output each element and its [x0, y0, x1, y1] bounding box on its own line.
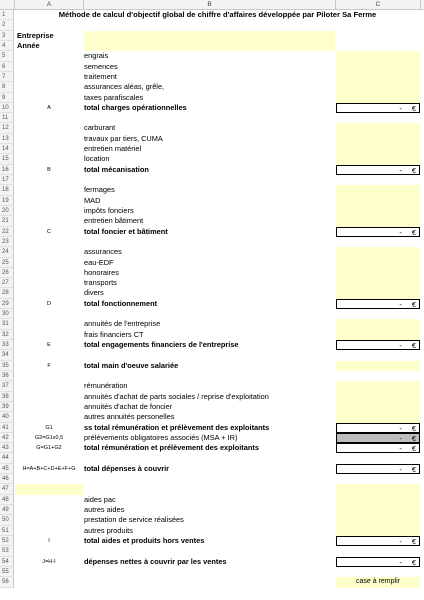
row-code [15, 515, 83, 525]
sheet-row [0, 185, 424, 195]
sheet-row [0, 113, 424, 123]
amount-input[interactable] [336, 72, 420, 82]
sheet-row [0, 526, 424, 536]
row-code: G2=G1x0,5 [34, 434, 64, 441]
row-number[interactable]: 30 [0, 309, 14, 319]
sheet-row [0, 484, 424, 494]
sheet-row [0, 340, 424, 350]
row-number[interactable]: 56 [0, 577, 14, 587]
sheet-row [0, 288, 424, 298]
sheet-row [0, 536, 424, 546]
amount-input[interactable] [336, 268, 420, 278]
row-number[interactable]: 39 [0, 402, 14, 412]
row-code: B [47, 166, 51, 173]
row-code [15, 82, 83, 92]
sheet-row [0, 134, 424, 144]
amount-input[interactable] [336, 412, 420, 422]
sheet-row [0, 330, 424, 340]
sheet-row [0, 216, 424, 226]
row-number[interactable]: 25 [0, 258, 14, 268]
total-label: total fonctionnement [84, 298, 158, 308]
row-number[interactable]: 54 [0, 557, 14, 567]
row-number[interactable]: 50 [0, 515, 14, 525]
row-label: MAD [84, 195, 101, 205]
row-code [15, 412, 83, 422]
sheet-row [0, 402, 424, 412]
sheet-row [0, 268, 424, 278]
row-label: semences [84, 61, 118, 71]
row-label: annuités d'achat de parts sociales / reprise d'exploitation [84, 391, 269, 401]
currency-symbol: € [411, 299, 416, 309]
total-label: prélèvements obligatoires associés (MSA + IR) [84, 432, 238, 442]
amount-input[interactable] [336, 288, 420, 298]
currency-symbol: € [411, 423, 416, 433]
row-number[interactable]: 33 [0, 340, 14, 350]
row-label: travaux par tiers, CUMA [84, 133, 163, 143]
row-code [15, 258, 83, 268]
sheet-rows [0, 10, 424, 588]
row-number[interactable]: 36 [0, 371, 14, 381]
amount-input[interactable] [336, 82, 420, 92]
row-number[interactable]: 21 [0, 216, 14, 226]
row-label [84, 484, 335, 494]
row-label: traitement [84, 71, 117, 81]
amount-input[interactable] [336, 319, 420, 329]
sheet-row [0, 31, 424, 41]
total-amount[interactable] [336, 103, 420, 113]
row-number[interactable]: 17 [0, 175, 14, 185]
amount-value: - [399, 299, 402, 309]
row-code: D [47, 300, 51, 307]
row-label: eau-EDF [84, 257, 114, 267]
row-code: E [47, 342, 51, 348]
currency-symbol: € [411, 103, 416, 113]
sheet-row [0, 103, 424, 113]
sheet-row [0, 505, 424, 515]
column-header-a[interactable]: A [15, 0, 84, 9]
row-code [15, 505, 83, 515]
sheet-row [0, 423, 424, 433]
row-number[interactable]: 7 [0, 72, 14, 82]
row-code [15, 72, 83, 82]
row-number[interactable]: 24 [0, 247, 14, 257]
sheet-row [0, 51, 424, 61]
row-number[interactable]: 4 [0, 41, 14, 51]
row-number[interactable]: 1 [0, 10, 14, 20]
row-label: divers [84, 288, 104, 298]
row-code [15, 330, 83, 340]
row-label: prestation de service réalisées [84, 515, 184, 525]
total-amount[interactable] [336, 299, 420, 309]
sheet-title: Méthode de calcul d'objectif global de chiffre d'affaires développée par Piloter Sa Ferme [58, 10, 377, 19]
sheet-row [0, 546, 424, 556]
row-code [15, 278, 83, 288]
row-label: entretien bâtiment [84, 216, 144, 226]
amount-input[interactable] [336, 258, 420, 268]
sheet-row [0, 20, 424, 30]
row-number[interactable]: 8 [0, 82, 14, 92]
row-number[interactable]: 53 [0, 546, 14, 556]
row-label: taxes parafiscales [84, 92, 144, 102]
total-label: total rémunération et prélèvement des exploitants [84, 443, 259, 453]
amount-value: - [399, 165, 402, 175]
row-code [15, 526, 83, 536]
row-label: carburant [84, 123, 116, 133]
row-number[interactable]: 35 [0, 361, 14, 371]
amount-input[interactable] [336, 402, 420, 412]
row-label: autres annuités personelles [84, 412, 175, 422]
sheet-row [0, 381, 424, 391]
column-header-bar [0, 0, 424, 10]
amount-input[interactable] [336, 515, 420, 525]
row-label: assurances [84, 247, 122, 257]
row-number[interactable]: 31 [0, 319, 14, 329]
amount-input[interactable] [336, 330, 420, 340]
row-number[interactable]: 20 [0, 206, 14, 216]
amount-value: - [399, 103, 402, 113]
total-label: ss total rémunération et prélèvement des exploitants [84, 422, 270, 432]
row-number[interactable]: 47 [0, 484, 14, 494]
sheet-row [0, 72, 424, 82]
amount-input[interactable] [336, 134, 420, 144]
row-code [15, 51, 83, 61]
sheet-row [0, 474, 424, 484]
amount-input[interactable] [336, 505, 420, 515]
row-code [15, 93, 83, 103]
row-number[interactable]: 51 [0, 526, 14, 536]
row-number[interactable]: 18 [0, 185, 14, 195]
sheet-row [0, 515, 424, 525]
total-label: dépenses nettes à couvrir par les ventes [84, 556, 227, 566]
row-label: fermages [84, 185, 115, 195]
total-amount[interactable] [336, 340, 420, 350]
row-label: frais financiers CT [84, 329, 144, 339]
row-code: A [47, 104, 51, 111]
row-code [15, 247, 83, 257]
row-number[interactable]: 28 [0, 288, 14, 298]
total-label: total engagements financiers de l'entreprise [84, 340, 239, 349]
amount-input[interactable] [336, 144, 420, 154]
amount-value: - [399, 341, 402, 350]
row-label: engrais [84, 51, 109, 61]
amount-value: - [399, 227, 402, 237]
select-all-corner[interactable] [0, 0, 15, 9]
amount-value: - [399, 536, 402, 546]
amount-input[interactable] [336, 62, 420, 72]
row-code [15, 123, 83, 133]
row-code: G1 [45, 424, 53, 431]
row-code [15, 154, 83, 164]
row-code: J=H-I [42, 558, 56, 565]
currency-symbol: € [411, 433, 416, 443]
sheet-row [0, 309, 424, 319]
row-code [15, 495, 83, 505]
sheet-row [0, 299, 424, 309]
sheet-row [0, 154, 424, 164]
row-label: total main d'oeuve salariée [84, 360, 179, 370]
sheet-row [0, 144, 424, 154]
amount-input[interactable] [336, 361, 420, 371]
entreprise-label: Entreprise [17, 30, 54, 40]
currency-symbol: € [411, 536, 416, 546]
row-code [15, 319, 83, 329]
sheet-row [0, 319, 424, 329]
row-code [15, 134, 83, 144]
amount-input[interactable] [336, 185, 420, 195]
row-label: entretien matériel [84, 144, 142, 154]
amount-input[interactable] [336, 123, 420, 133]
row-code: G=G1+G2 [36, 445, 62, 452]
amount-value: - [399, 433, 402, 443]
sheet-row [0, 557, 424, 567]
sheet-row [0, 10, 424, 20]
currency-symbol: € [411, 165, 416, 175]
row-label: transports [84, 278, 117, 288]
total-amount[interactable] [336, 433, 420, 443]
row-number[interactable]: 10 [0, 103, 14, 113]
row-code: F [47, 362, 51, 369]
legend-input-cell: case à remplir [336, 577, 420, 587]
sheet-row [0, 196, 424, 206]
row-code [15, 484, 83, 494]
total-label: total mécanisation [84, 164, 149, 174]
total-amount[interactable] [336, 227, 420, 237]
row-number[interactable]: 40 [0, 412, 14, 422]
sheet-row [0, 237, 424, 247]
row-number[interactable]: 26 [0, 268, 14, 278]
row-number[interactable]: 27 [0, 278, 14, 288]
row-code [15, 402, 83, 412]
sheet-row [0, 82, 424, 92]
currency-symbol: € [411, 341, 416, 350]
total-amount[interactable] [336, 423, 420, 433]
row-label: location [84, 154, 110, 164]
sheet-row [0, 433, 424, 443]
row-number[interactable]: 49 [0, 505, 14, 515]
row-code [15, 144, 83, 154]
row-number[interactable]: 16 [0, 165, 14, 175]
amount-input[interactable] [336, 484, 420, 494]
sheet-row [0, 371, 424, 381]
row-code [15, 62, 83, 72]
total-amount[interactable] [336, 557, 420, 567]
row-label: aides pac [84, 494, 116, 504]
row-number[interactable]: 55 [0, 567, 14, 577]
row-number[interactable]: 13 [0, 134, 14, 144]
total-label: total charges opérationnelles [84, 102, 187, 112]
row-code [15, 216, 83, 226]
amount-input[interactable] [336, 93, 420, 103]
row-code [15, 185, 83, 195]
currency-symbol: € [411, 557, 416, 567]
row-label: rémunération [84, 381, 128, 391]
sheet-row [0, 227, 424, 237]
row-code: I [48, 537, 50, 544]
row-code [15, 268, 83, 278]
row-number[interactable]: 15 [0, 154, 14, 164]
sheet-row [0, 392, 424, 402]
sheet-row [0, 247, 424, 257]
sheet-row [0, 62, 424, 72]
sheet-row [0, 464, 424, 474]
amount-value: - [399, 464, 402, 474]
amount-input[interactable] [336, 381, 420, 391]
amount-input[interactable] [336, 216, 420, 226]
column-header-c[interactable]: C [336, 0, 421, 9]
sheet-row [0, 175, 424, 185]
amount-input[interactable] [336, 278, 420, 288]
row-number[interactable]: 41 [0, 423, 14, 433]
sheet-row [0, 412, 424, 422]
sheet-row [0, 567, 424, 577]
row-label: impôts fonciers [84, 205, 134, 215]
sheet-row [0, 453, 424, 463]
amount-value: - [399, 423, 402, 433]
total-amount[interactable] [336, 536, 420, 546]
row-number[interactable]: 12 [0, 123, 14, 133]
row-number[interactable]: 46 [0, 474, 14, 484]
sheet-row [0, 361, 424, 371]
row-code: C [47, 228, 51, 235]
amount-input[interactable] [336, 206, 420, 216]
row-code [15, 206, 83, 216]
row-label: autres aides [84, 505, 125, 514]
annee-input[interactable] [84, 41, 335, 51]
sheet-row [0, 495, 424, 505]
row-label: annuités d'achat de foncier [84, 401, 173, 411]
row-number[interactable]: 38 [0, 392, 14, 402]
column-header-b[interactable]: B [84, 0, 336, 9]
row-number[interactable]: 44 [0, 453, 14, 463]
total-label: total foncier et bâtiment [84, 226, 168, 236]
amount-input[interactable] [336, 196, 420, 206]
amount-input[interactable] [336, 526, 420, 536]
row-label: assurances aléas, grêle, [84, 82, 165, 92]
currency-symbol: € [411, 227, 416, 237]
row-code [15, 392, 83, 402]
row-code [15, 381, 83, 391]
sheet-row [0, 278, 424, 288]
total-label: total dépenses à couvrir [84, 463, 170, 473]
amount-input[interactable] [336, 51, 420, 61]
amount-value: - [399, 557, 402, 567]
currency-symbol: € [411, 464, 416, 474]
row-label: honoraires [84, 267, 119, 277]
amount-value: - [399, 444, 402, 454]
row-number[interactable]: 19 [0, 196, 14, 206]
row-number[interactable]: 3 [0, 31, 14, 41]
row-number[interactable]: 48 [0, 495, 14, 505]
currency-symbol: € [411, 444, 416, 454]
row-number[interactable]: 14 [0, 144, 14, 154]
row-number[interactable]: 5 [0, 51, 14, 61]
sheet-row [0, 577, 424, 587]
row-number[interactable]: 6 [0, 62, 14, 72]
row-label: autres produits [84, 525, 133, 535]
row-label: annuités de l'entreprise [84, 319, 161, 329]
total-amount[interactable] [336, 464, 420, 474]
row-number[interactable]: 29 [0, 299, 14, 309]
amount-input[interactable] [336, 392, 420, 402]
entreprise-input[interactable] [84, 31, 335, 41]
amount-input[interactable] [336, 495, 420, 505]
row-code: H=A+B+C+D+E+F+G [22, 465, 76, 472]
row-number[interactable]: 11 [0, 113, 14, 123]
row-number[interactable]: 34 [0, 350, 14, 360]
amount-input[interactable] [336, 154, 420, 164]
row-number[interactable]: 37 [0, 381, 14, 391]
amount-input[interactable] [336, 247, 420, 257]
total-amount[interactable] [336, 443, 420, 453]
sheet-row [0, 123, 424, 133]
row-number[interactable]: 43 [0, 443, 14, 453]
row-code [15, 196, 83, 206]
annee-label: Année [17, 40, 40, 50]
row-number[interactable]: 23 [0, 237, 14, 247]
sheet-row [0, 443, 424, 453]
sheet-row [0, 93, 424, 103]
total-amount[interactable] [336, 165, 420, 175]
total-label: total aides et produits hors ventes [84, 535, 205, 545]
sheet-row [0, 41, 424, 51]
row-number[interactable]: 9 [0, 93, 14, 103]
row-number[interactable]: 42 [0, 433, 14, 443]
row-code [15, 288, 83, 298]
row-number[interactable]: 32 [0, 330, 14, 340]
sheet-row [0, 206, 424, 216]
row-number[interactable]: 2 [0, 20, 14, 30]
sheet-row [0, 258, 424, 268]
sheet-row [0, 350, 424, 360]
row-number[interactable]: 45 [0, 464, 14, 474]
row-number[interactable]: 52 [0, 536, 14, 546]
row-number[interactable]: 22 [0, 227, 14, 237]
sheet-row [0, 165, 424, 175]
